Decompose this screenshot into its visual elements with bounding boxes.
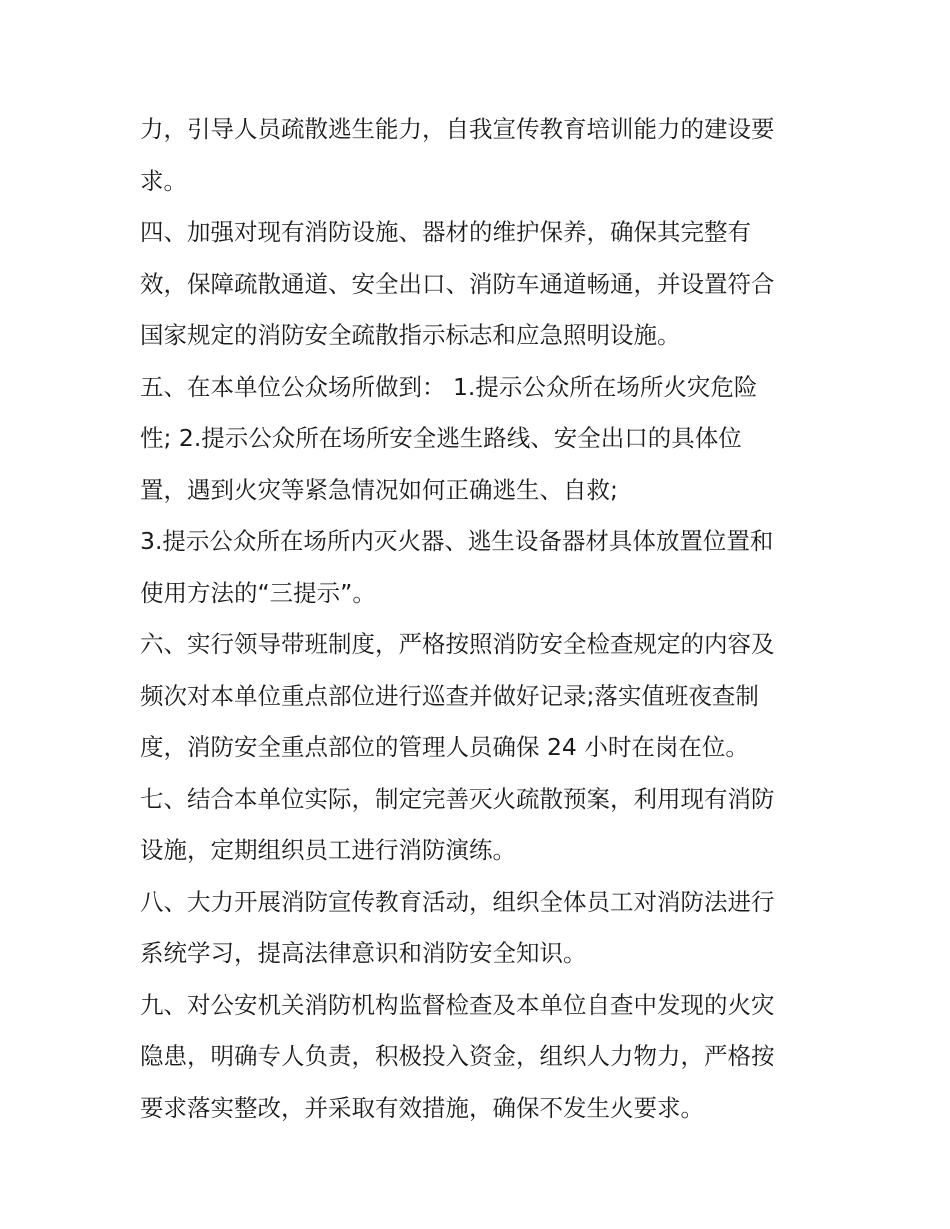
text-line: 八、大力开展消防宣传教育活动，组织全体员工对消防法进行	[140, 887, 775, 916]
text-line: 要求落实整改，并采取有效措施，确保不发生火要求。	[140, 1093, 704, 1122]
text-line: 使用方法的“三提示”。	[140, 578, 376, 607]
text-line: 六、实行领导带班制度，严格按照消防安全检查规定的内容及	[140, 630, 775, 658]
text-line: 设施，定期组织员工进行消防演练。	[140, 836, 516, 864]
text-line: 九、对公安机关消防机构监督检查及本单位自查中发现的火灾	[140, 990, 775, 1019]
text-line: 3.提示公众所在场所内灭火器、逃生设备器材具体放置位置和	[140, 527, 774, 555]
text-line: 度，消防安全重点部位的管理人员确保 24 小时在岗在位。	[140, 733, 749, 761]
text-line: 国家规定的消防安全疏散指示标志和应急照明设施。	[140, 321, 681, 349]
text-line: 七、结合本单位实际，制定完善灭火疏散预案，利用现有消防	[140, 784, 775, 813]
text-line: 隐患，明确专人负责，积极投入资金，组织人力物力，严格按	[140, 1042, 775, 1070]
paragraph-item-9	[140, 980, 820, 1135]
text-line: 五、在本单位公众场所做到： 1.提示公众所在场所火灾危险	[140, 372, 758, 401]
text-line: 求。	[140, 166, 187, 195]
document-body	[140, 104, 820, 1134]
text-line: 置，遇到火灾等紧急情况如何正确逃生、自救;	[140, 475, 618, 504]
paragraph-item-8	[140, 877, 820, 980]
text-line: 性; 2.提示公众所在场所安全逃生路线、安全出口的具体位	[140, 424, 742, 452]
text-line: 效，保障疏散通道、安全出口、消防车通道畅通，并设置符合	[140, 269, 775, 298]
paragraph-continuation	[140, 104, 820, 207]
paragraph-item-4	[140, 207, 820, 362]
text-line: 系统学习，提高法律意识和消防安全知识。	[140, 939, 587, 967]
paragraph-item-5	[140, 362, 820, 620]
paragraph-item-6	[140, 619, 820, 774]
paragraph-item-7	[140, 774, 820, 877]
text-line: 四、加强对现有消防设施、器材的维护保养，确保其完整有	[140, 218, 751, 246]
text-line: 频次对本单位重点部位进行巡查并做好记录;落实值班夜查制	[140, 681, 759, 710]
text-line: 力，引导人员疏散逃生能力，自我宣传教育培训能力的建设要	[140, 115, 775, 143]
